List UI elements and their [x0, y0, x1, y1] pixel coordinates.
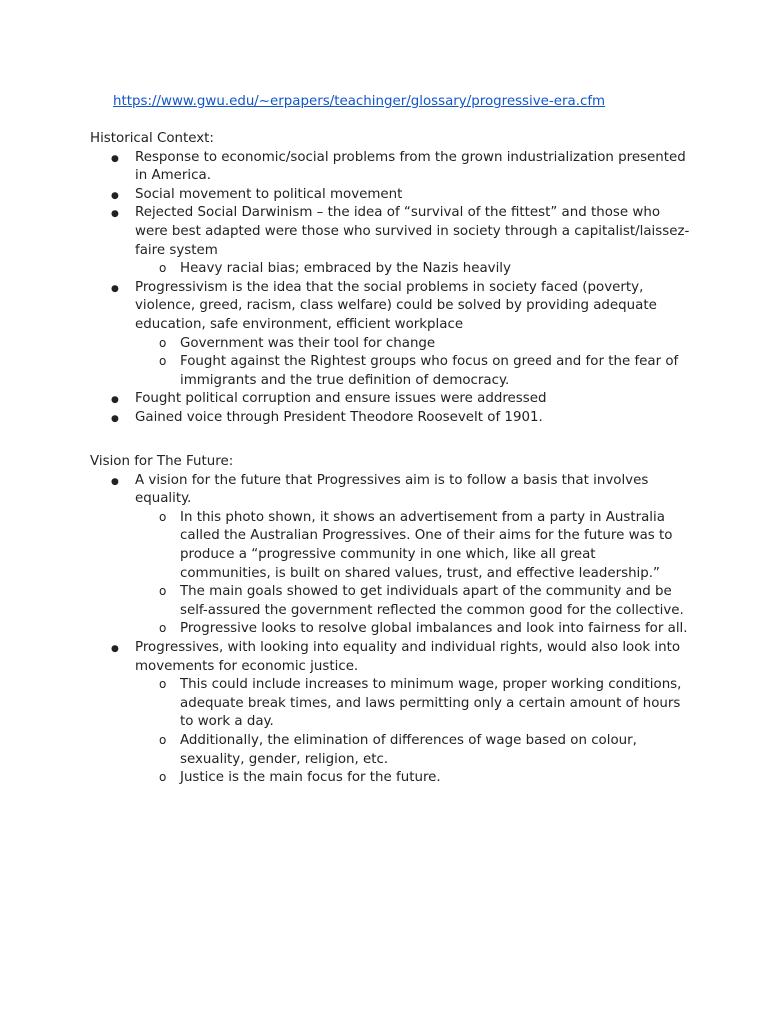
list-item	[90, 390, 690, 409]
list-item	[90, 472, 690, 639]
list-item	[90, 639, 690, 788]
bullet-icon: ●	[111, 395, 119, 406]
circle-bullet-icon: o	[159, 770, 167, 785]
list-item-text: A vision for the future that Progressives aim is to follow a basis that involves equality.	[135, 472, 649, 507]
sub-list-item-text: Additionally, the elimination of differences of wage based on colour, sexuality, gender, religion, etc.	[180, 732, 637, 767]
sub-list	[135, 335, 690, 391]
vision-section	[90, 453, 690, 788]
sub-list	[135, 260, 690, 279]
circle-bullet-icon: o	[159, 732, 167, 747]
list-item	[90, 149, 690, 186]
sub-list-item-text: Government was their tool for change	[180, 335, 436, 351]
source-link[interactable]: https://www.gwu.edu/~erpapers/teachinger/glossary/progressive-era.cfm	[113, 94, 606, 109]
circle-bullet-icon: o	[159, 677, 167, 692]
list-item-text: Gained voice through President Theodore Roosevelt of 1901.	[135, 409, 543, 425]
sub-list-item	[135, 620, 690, 639]
sub-list-item	[135, 769, 690, 788]
list-item-text: Fought political corruption and ensure issues were addressed	[135, 391, 547, 407]
circle-bullet-icon: o	[159, 261, 167, 276]
vision-list	[90, 472, 690, 788]
circle-bullet-icon: o	[159, 335, 167, 350]
sub-list-item	[135, 260, 690, 279]
circle-bullet-icon: o	[159, 621, 167, 636]
sub-list-item	[135, 353, 690, 390]
sub-list-item	[135, 732, 690, 769]
historical-context-heading: Historical Context:	[90, 131, 214, 146]
sub-list-item	[135, 676, 690, 732]
list-item-text: Response to economic/social problems from the grown industrialization presented in America.	[135, 149, 686, 184]
sub-list	[135, 509, 690, 639]
list-item	[90, 279, 690, 391]
sub-list-item	[135, 335, 690, 354]
sub-list	[135, 676, 690, 788]
sub-list-item	[135, 509, 690, 583]
sub-list-item-text: Justice is the main focus for the future.	[180, 770, 441, 786]
sub-list-item-text: Fought against the Rightest groups who focus on greed and for the fear of immigrants and the true definition of democracy.	[180, 354, 679, 388]
bullet-icon: ●	[111, 476, 119, 487]
list-item	[90, 204, 690, 278]
historical-context-list	[90, 149, 690, 428]
historical-context-section	[90, 130, 690, 428]
sub-list-item-text: Heavy racial bias; embraced by the Nazis heavily	[180, 261, 511, 277]
list-item-text: Progressives, with looking into equality and individual rights, would also look into movements for economic justice.	[135, 639, 681, 674]
sub-list-item-text: The main goals showed to get individuals apart of the community and be self-assured the government reflected the common good for the collective.	[180, 584, 684, 618]
circle-bullet-icon: o	[159, 509, 167, 524]
sub-list-item	[135, 583, 690, 620]
bullet-icon: ●	[111, 643, 119, 654]
list-item	[90, 186, 690, 205]
bullet-icon: ●	[111, 190, 119, 201]
sub-list-item-text: Progressive looks to resolve global imbalances and look into fairness for all.	[180, 621, 688, 637]
sub-list-item-text: In this photo shown, it shows an advertisement from a party in Australia called the Australian Progressives. One of their aims for the future was to produce a “progressive community in one which, like all great communities, is built on shared values, trust, and effective leadership.”	[180, 509, 673, 581]
sub-list-item-text: This could include increases to minimum wage, proper working conditions, adequate break times, and laws permitting only a certain amount of hours to work a day.	[180, 677, 682, 730]
circle-bullet-icon: o	[159, 354, 167, 369]
circle-bullet-icon: o	[159, 584, 167, 599]
bullet-icon: ●	[111, 283, 119, 294]
bullet-icon: ●	[111, 153, 119, 164]
bullet-icon: ●	[111, 413, 119, 424]
list-item-text: Rejected Social Darwinism – the idea of “survival of the fittest” and those who were best adapted were those who survived in society through a capitalist/laissez-faire system	[135, 205, 690, 258]
list-item-text: Progressivism is the idea that the social problems in society faced (poverty, violence, greed, racism, class welfare) could be solved by providing adequate education, safe environment, efficient workplace	[135, 279, 657, 332]
bullet-icon: ●	[111, 209, 119, 220]
vision-heading: Vision for The Future:	[90, 454, 234, 469]
list-item	[90, 409, 690, 428]
list-item-text: Social movement to political movement	[135, 186, 403, 202]
